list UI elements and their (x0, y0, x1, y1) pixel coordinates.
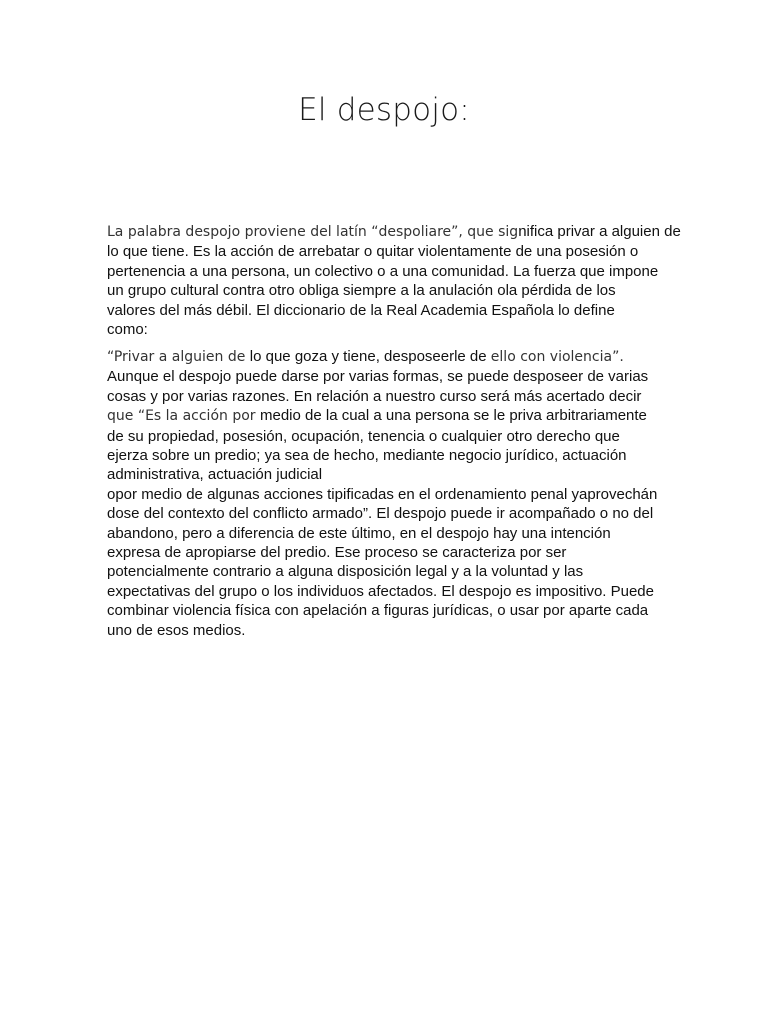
text-run: La palabra despojo proviene del latín “despoliare”, que sig (107, 224, 519, 240)
paragraph-rae-quote (107, 347, 663, 640)
text-line: administrativa, actuación judicial (107, 466, 323, 484)
text-line (107, 222, 681, 242)
text-line: lo que tiene. Es la acción de arrebatar o quitar violentamente de una posesión o (107, 243, 639, 261)
text-line: de su propiedad, posesión, ocupación, tenencia o cualquier otro derecho que (107, 427, 620, 445)
text-run: “Privar a alguien de (107, 349, 250, 365)
text-run: lo que goza y tiene, desposeerle de (249, 348, 491, 365)
text-line: expresa de apropiarse del predio. Ese proceso se caracteriza por ser (107, 544, 567, 562)
text-line: un grupo cultural contra otro obliga siempre a la anulación ola pérdida de los (107, 282, 616, 300)
text-line (107, 347, 663, 367)
text-line: como: (107, 321, 148, 339)
text-line: uno de esos medios. (107, 621, 246, 639)
text-run: ello con violencia”. (490, 349, 624, 365)
text-run: que “Es la acción por (107, 408, 260, 425)
text-line: combinar violencia física con apelación a figuras jurídicas, o usar por aparte cada (107, 602, 649, 620)
paragraph-definition (107, 222, 681, 339)
text-line (107, 406, 663, 426)
text-line: Aunque el despojo puede darse por varias formas, se puede desposeer de varias (107, 368, 649, 386)
page-title: El despojo: (298, 92, 470, 128)
text-run: nifica privar a alguien de (518, 223, 681, 240)
text-line: opor medio de algunas acciones tipificadas en el ordenamiento penal yaprovechán (107, 485, 658, 503)
text-line: cosas y por varias razones. En relación a nuestro curso será más acertado decir (107, 387, 642, 405)
text-line: valores del más débil. El diccionario de la Real Academia Española lo define (107, 301, 615, 319)
text-line: abandono, pero a diferencia de este último, en el despojo hay una intención (107, 524, 611, 542)
text-run: medio de la cual a una persona se le priva arbitrariamente (260, 407, 647, 425)
text-line: expectativas del grupo o los individuos afectados. El despojo es impositivo. Puede (107, 582, 654, 600)
text-line: ejerza sobre un predio; ya sea de hecho, mediante negocio jurídico, actuación (107, 447, 627, 465)
text-line: dose del contexto del conflicto armado”. El despojo puede ir acompañado o no del (107, 505, 654, 523)
text-line: potencialmente contrario a alguna disposición legal y a la voluntad y las (107, 563, 584, 581)
text-line: pertenencia a una persona, un colectivo o a una comunidad. La fuerza que impone (107, 262, 659, 280)
